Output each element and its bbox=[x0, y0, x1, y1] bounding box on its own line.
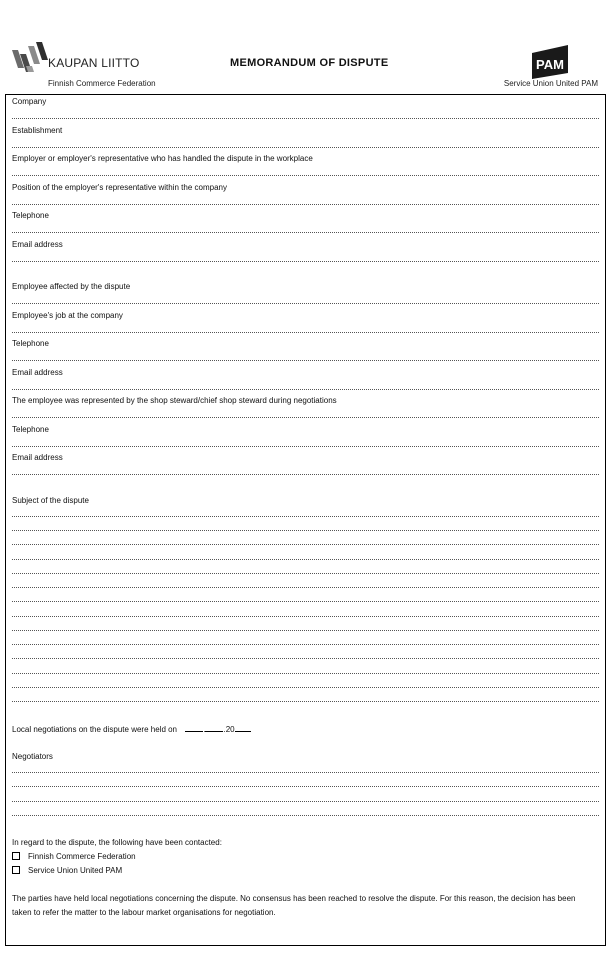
subject-line[interactable] bbox=[12, 559, 599, 560]
negotiators-line[interactable] bbox=[12, 772, 599, 773]
subject-line[interactable] bbox=[12, 673, 599, 674]
divider bbox=[12, 389, 599, 390]
finnish-commerce-federation-option: Finnish Commerce Federation bbox=[28, 852, 136, 861]
subject-line[interactable] bbox=[12, 658, 599, 659]
subject-line[interactable] bbox=[12, 573, 599, 574]
divider bbox=[12, 204, 599, 205]
conclusion-text: The parties have held local negotiations concerning the dispute. No consensus has been reached to resolve the dispute. For this reason, the decision has been taken to refer the matter to the labour market organisations for negotiation. bbox=[12, 894, 576, 917]
kaupan-liitto-name: KAUPAN LIITTO bbox=[48, 56, 140, 70]
document-header bbox=[0, 0, 614, 94]
dispute-form bbox=[5, 94, 606, 946]
employee-job-field[interactable] bbox=[12, 317, 599, 331]
representative-position-field[interactable] bbox=[12, 189, 599, 203]
kaupan-liitto-logo-icon bbox=[10, 40, 50, 76]
divider bbox=[12, 303, 599, 304]
employee-telephone-label: Telephone bbox=[12, 339, 49, 348]
employer-telephone-label: Telephone bbox=[12, 211, 49, 220]
svg-text:PAM: PAM bbox=[536, 57, 564, 72]
steward-telephone-field[interactable] bbox=[12, 431, 599, 445]
employee-telephone-field[interactable] bbox=[12, 345, 599, 359]
steward-email-label: Email address bbox=[12, 453, 63, 462]
company-field[interactable] bbox=[12, 103, 599, 117]
page-title: MEMORANDUM OF DISPUTE bbox=[230, 57, 389, 69]
pam-subtitle: Service Union United PAM bbox=[503, 79, 598, 88]
divider bbox=[12, 446, 599, 447]
employee-email-field[interactable] bbox=[12, 374, 599, 388]
establishment-label: Establishment bbox=[12, 126, 63, 135]
subject-line[interactable] bbox=[12, 630, 599, 631]
subject-line[interactable] bbox=[12, 530, 599, 531]
subject-line[interactable] bbox=[12, 644, 599, 645]
divider bbox=[12, 147, 599, 148]
divider bbox=[12, 261, 599, 262]
pam-option: Service Union United PAM bbox=[28, 866, 123, 875]
year-prefix: 20 bbox=[225, 725, 235, 734]
employee-field[interactable] bbox=[12, 288, 599, 302]
divider bbox=[12, 175, 599, 176]
subject-line[interactable] bbox=[12, 687, 599, 688]
subject-line[interactable] bbox=[12, 587, 599, 588]
representative-position-label: Position of the employer's representative within the company bbox=[12, 183, 227, 192]
steward-email-field[interactable] bbox=[12, 459, 599, 473]
shop-steward-field[interactable] bbox=[12, 402, 599, 416]
finnish-commerce-federation-checkbox[interactable] bbox=[12, 852, 20, 860]
divider bbox=[12, 360, 599, 361]
pam-logo-icon bbox=[530, 45, 570, 79]
subject-line[interactable] bbox=[12, 516, 599, 517]
shop-steward-label: The employee was represented by the shop steward/chief shop steward during negotiations bbox=[12, 396, 337, 405]
kaupan-liitto-subtitle: Finnish Commerce Federation bbox=[48, 79, 156, 88]
employee-label: Employee affected by the dispute bbox=[12, 282, 131, 291]
negotiations-date-label: Local negotiations on the dispute were held on bbox=[12, 725, 178, 734]
employer-representative-field[interactable] bbox=[12, 160, 599, 174]
pam-checkbox[interactable] bbox=[12, 866, 20, 874]
negotiations-date-row: Local negotiations on the dispute were held on . .20 bbox=[12, 724, 251, 734]
subject-line[interactable] bbox=[12, 601, 599, 602]
divider bbox=[12, 232, 599, 233]
contacted-label: In regard to the dispute, the following have been contacted: bbox=[12, 838, 222, 847]
employer-email-label: Email address bbox=[12, 240, 63, 249]
day-blank[interactable] bbox=[185, 724, 203, 732]
company-label: Company bbox=[12, 97, 47, 106]
month-blank[interactable] bbox=[205, 724, 223, 732]
subject-line[interactable] bbox=[12, 544, 599, 545]
negotiators-line[interactable] bbox=[12, 801, 599, 802]
employer-representative-label: Employer or employer's representative who has handled the dispute in the workplace bbox=[12, 154, 313, 163]
year-blank[interactable] bbox=[235, 724, 251, 732]
subject-line[interactable] bbox=[12, 701, 599, 702]
employer-email-field[interactable] bbox=[12, 246, 599, 260]
divider bbox=[12, 417, 599, 418]
employer-telephone-field[interactable] bbox=[12, 217, 599, 231]
establishment-field[interactable] bbox=[12, 132, 599, 146]
divider bbox=[12, 118, 599, 119]
employee-email-label: Email address bbox=[12, 368, 63, 377]
divider bbox=[12, 332, 599, 333]
subject-line[interactable] bbox=[12, 616, 599, 617]
employee-job-label: Employee's job at the company bbox=[12, 311, 123, 320]
divider bbox=[12, 474, 599, 475]
subject-label: Subject of the dispute bbox=[12, 496, 89, 505]
negotiators-label: Negotiators bbox=[12, 752, 53, 761]
negotiators-line[interactable] bbox=[12, 815, 599, 816]
steward-telephone-label: Telephone bbox=[12, 425, 49, 434]
negotiators-line[interactable] bbox=[12, 786, 599, 787]
